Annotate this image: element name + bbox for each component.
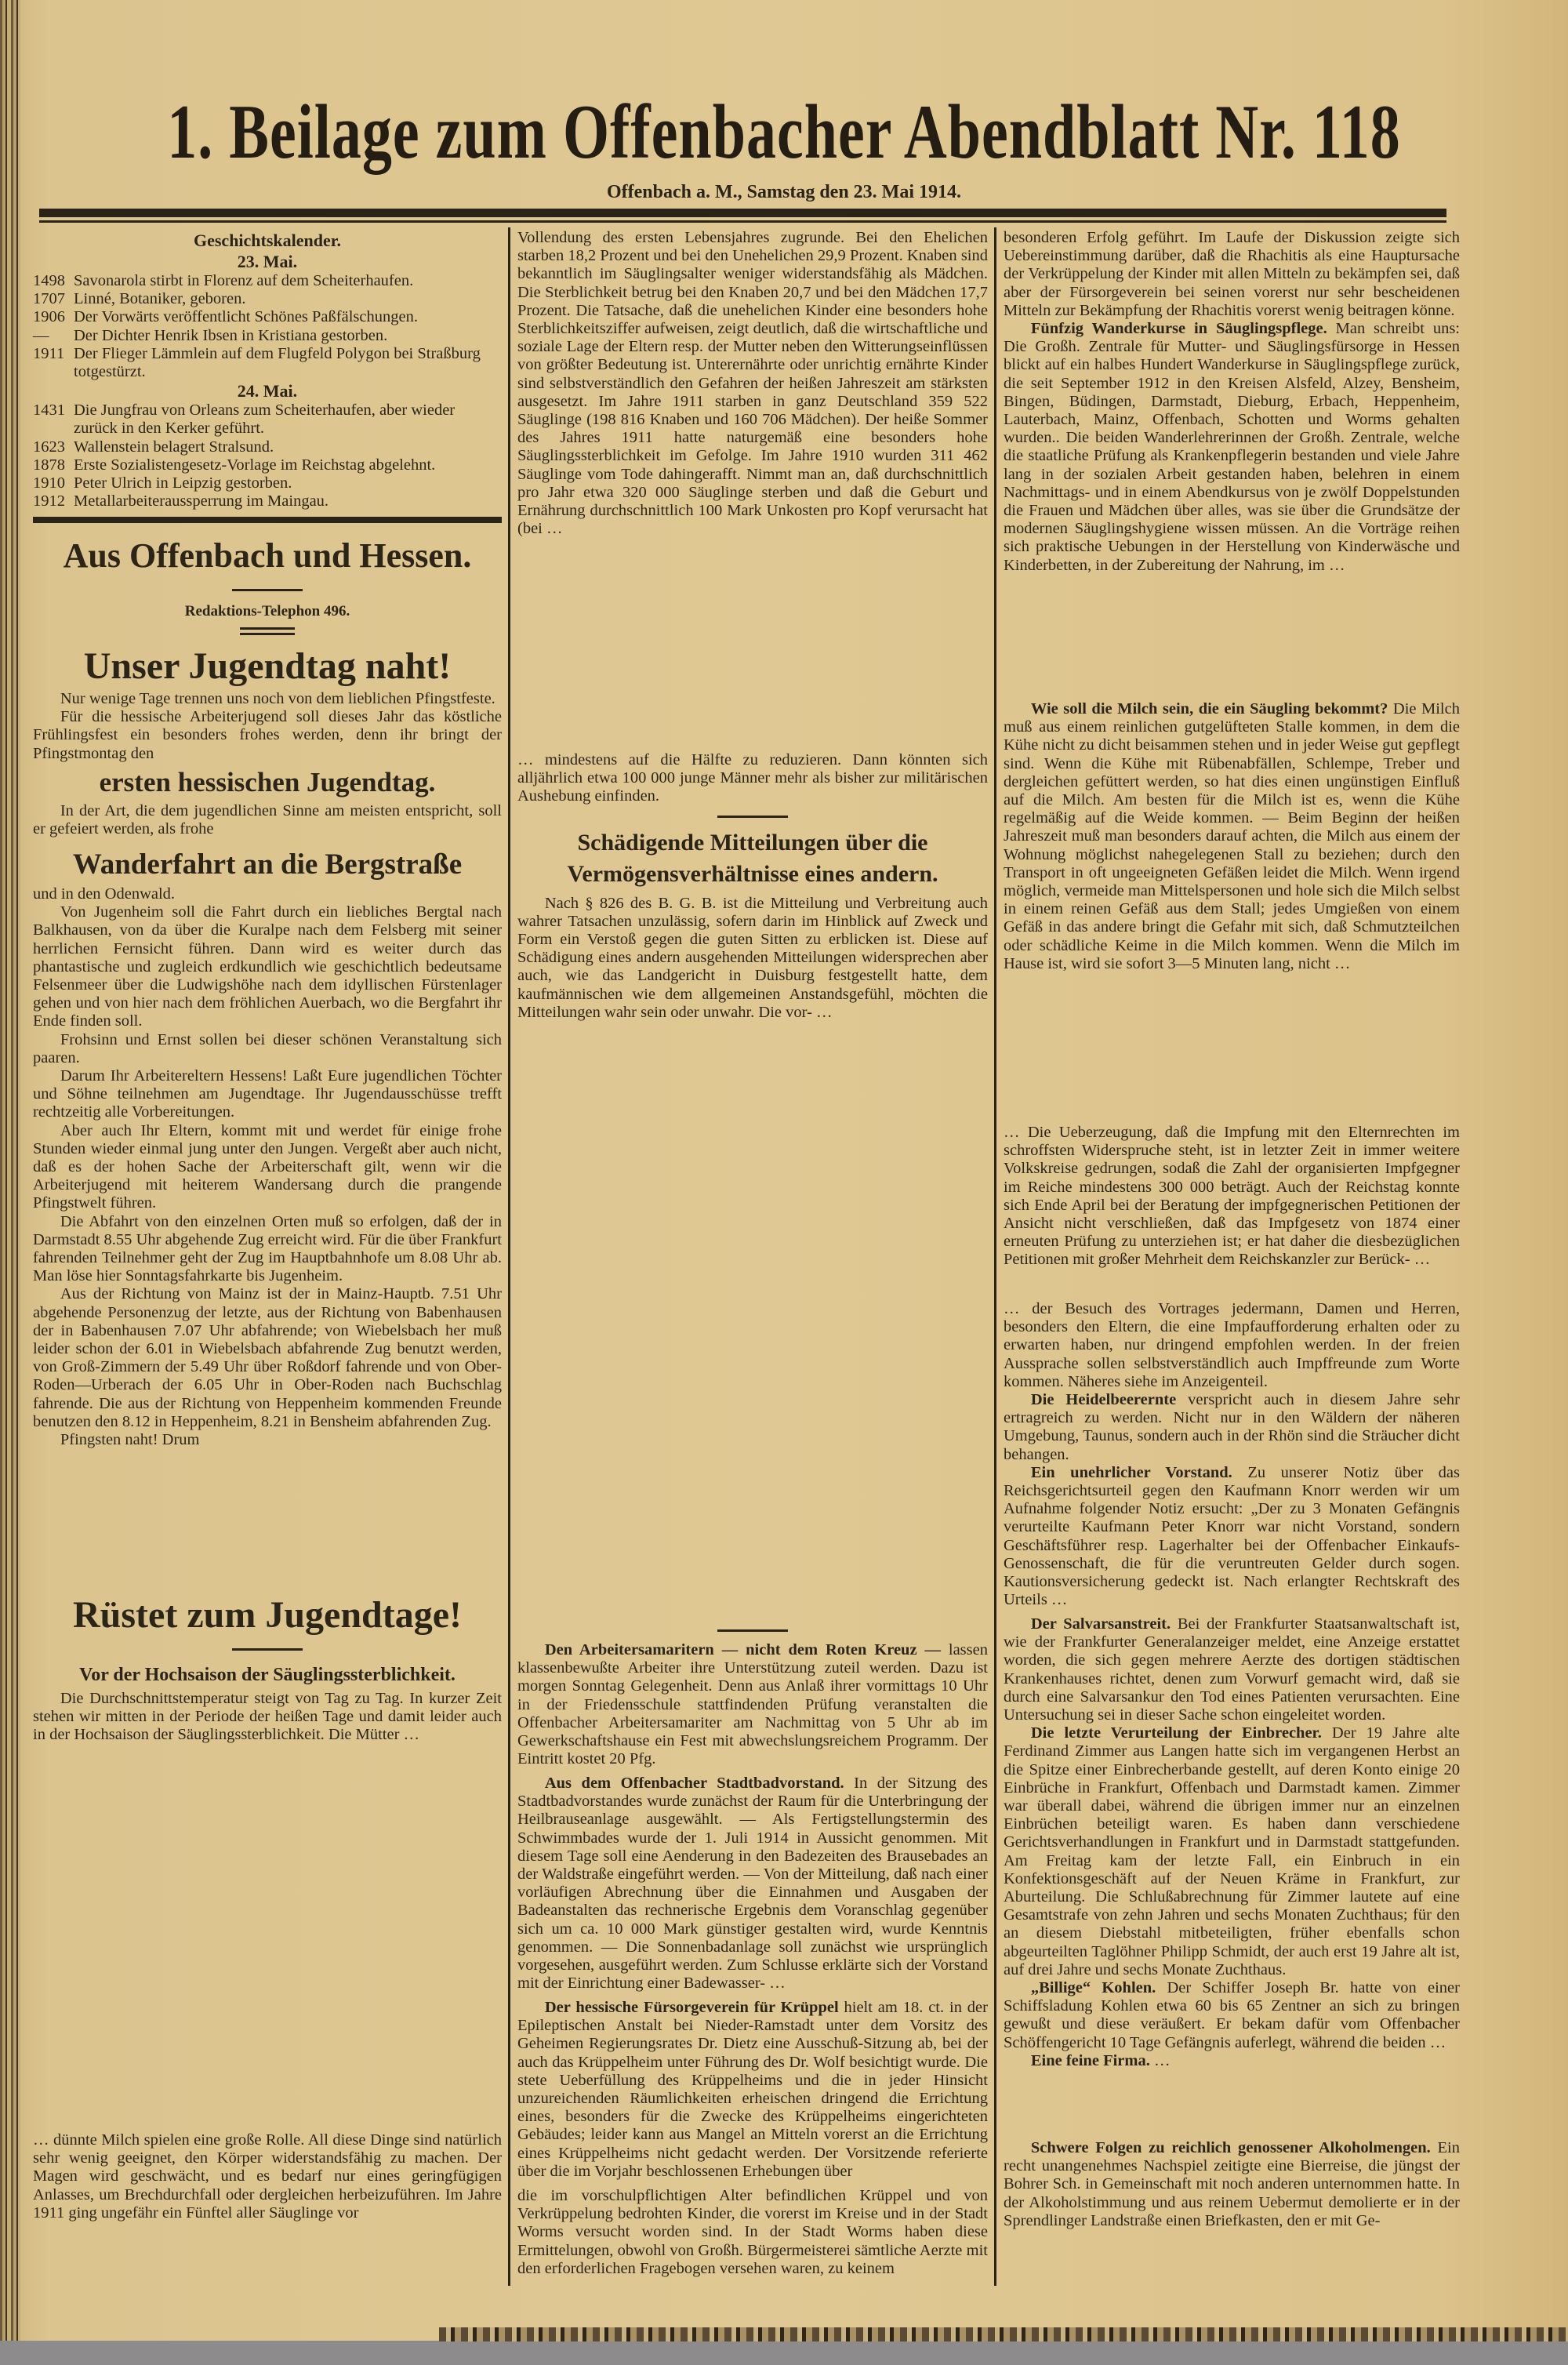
article-section — [517, 751, 988, 1022]
rule-divider — [33, 517, 502, 523]
paragraph-text: Der Schiffer Joseph Br. hatte von einer Schiffsladung Kohlen etwa 60 bis 65 Zentner an sich zu bringen gewußt und diese veräußert. Er bekam dafür vom Offenbacher Schöffengericht 10 Tage Gefängnis auferlegt, während die beiden … — [1004, 1979, 1460, 2051]
article-heading: Schädigende Mitteilungen über die Vermögensverhältnisse eines andern. — [567, 829, 938, 887]
binding-edge — [0, 0, 20, 2341]
calendar-year: 1623 — [33, 438, 65, 456]
paragraph: Pfingsten naht! Drum — [60, 1431, 200, 1449]
article-section — [517, 229, 988, 538]
paragraph-text: hielt am 18. ct. in der Epileptischen Anstalt bei Nieder-Ramstadt unter dem Vorsitz des Geheimen Regierungsrates Dr. Dietz eine Ausschuß-Sitzung ab, bei der auch das Krüppelheim unter Führung des Dr. Wolf besichtigt wurde. Die stete Ueberfüllung des Krüppelheims und die in jeder Hinsicht unzureichenden Räumlichkeiten erheischen dringend die Errichtung eines, besonders für die Zwecke des Krüppelheims eingerichteten Gebäudes; leider kann aus Mangel an Mitteln vorerst an die Errichtung eines Krüppelheims nicht gedacht werden. Der Vorsitzende referierte über die im Vorjahr beschlossenen Erhebungen über — [517, 1999, 988, 2180]
calendar-year: 1707 — [33, 290, 65, 308]
paragraph-text: Der 19 Jahre alte Ferdinand Zimmer aus Langen hatte sich im vergangenen Herbst an die Spitze einer Einbrecherbande gestellt, auf deren Konto einige 20 Einbrüche in Frankfurt, Offenbach und Darmstadt kamen. Zimmer war überall dabei, während die übrigen immer nur an einzelnen Einbrüchen beteiligt waren. Es haben dann verschiedene Gerichtsverhandlungen in Frankfurt und in Darmstadt stattgefunden. Am Freitag kam der letzte Fall, ein Einbruch in ein Konfektionsgeschäft auf der Neuen Kräme in Frankfurt, zur Aburteilung. Die Schlußabrechnung für Zimmer lautete auf eine Gesamtstrafe von zehn Jahren und sechs Monaten Zuchthaus; für den an diesem Diebstahl mitbeteiligten, früher ebenfalls schon abgeurteilten Taglöhner Philipp Schmidt, der auch erst 19 Jahre alt ist, auf drei Jahre und sechs Monate Zuchthaus. — [1004, 1724, 1461, 1978]
page-bottom-edge — [439, 2327, 1568, 2341]
paragraph: Nur wenige Tage trennen uns noch von dem lieblichen Pfingstfeste. — [60, 690, 495, 707]
calendar-event: Linné, Botaniker, geboren. — [74, 290, 246, 308]
article-section — [1004, 1300, 1460, 1609]
paragraph — [1004, 1464, 1460, 1610]
article-section — [517, 1620, 988, 1768]
paragraph-text: In der Sitzung des Stadtbadvorstandes wurde zunächst der Raum für die Unterbringung der Heilbrauseanlage ausgewählt. — Als Fertigstellungstermin des Schwimmbades wurde der 1. Juli 1914 in Aussicht genommen. Mit diesem Tage soll eine Aenderung in den Badezeiten des Brausebades an der Waldstraße eingeführt werden. — Von der Mitteilung, daß nach einer vorläufigen Abrechnung über die Einnahmen und Ausgaben der Badeanstalten das rechnerische Ergebnis dem Voranschlag gegenüber sich um ca. 10 000 Mark günstiger gestalten wird, wurde Kenntnis genommen. — Die Sonnenbadanlage soll zunächst wie ursprünglich vorgesehen, ausgeführt werden. Zum Schlusse erklärte sich der Vorstand mit der Einrichtung einer Badewasser- … — [517, 1775, 988, 1993]
calendar-entry — [33, 327, 502, 345]
calendar-event: Der Vorwärts veröffentlicht Schönes Paßfälschungen. — [74, 308, 418, 326]
calendar-year: 1498 — [33, 272, 65, 289]
run-in-heading: Aus dem Offenbacher Stadtbadvorstand. — [544, 1775, 844, 1792]
run-in-heading: Wie soll die Milch sein, die ein Säugling bekommt? — [1030, 700, 1388, 717]
article-section — [517, 1999, 988, 2181]
paragraph: Aber auch Ihr Eltern, kommt mit und werdet für einige frohe Stunden wieder einmal jung unter den Jungen. Vergeßt aber auch nicht, daß es der hohen Sache der Arbeiterschaft gilt, wenn wir die Arbeiterjugend mit heiterem Wandersang durch die prangende Pfingstwelt führen. — [33, 1121, 502, 1212]
run-in-heading: Eine feine Firma. — [1030, 2051, 1150, 2069]
paragraph — [1004, 2052, 1460, 2070]
paragraph-text: Ein recht unangenehmes Nachspiel zeitigte eine Bierreise, die jüngst der Bohrer Sch. in Gemeinschaft mit noch anderen unternommen hatte. In der Alkoholstimmung und aus reinem Uebermut demolierte er in der Sprendlinger Landstraße einen Briefkasten, den er mit Ge- — [1004, 2139, 1460, 2229]
paragraph-continued: … der Besuch des Vortrages jedermann, Damen und Herren, besonders den Eltern, die eine Impfaufforderung erhalten oder zu erwarten haben, nur dringend empfohlen werden. In der freien Aussprache sollen selbstverständlich auch Impffreunde zum Worte kommen. Näheres siehe im Anzeigenteil. — [1004, 1300, 1460, 1390]
calendar-event: Metallarbeiteraussperrung im Maingau. — [74, 492, 329, 510]
paragraph: Die Abfahrt von den einzelnen Orten muß so erfolgen, daß der in Darmstadt 8.55 Uhr abgehende Zug erreicht wird. Für die über Frankfurt fahrenden Teilnehmer geht der Zug im Hauptbahnhofe um 8.08 Uhr ab. Man löse hier Sonntagsfahrkarte bis Jugenheim. — [33, 1212, 502, 1285]
paragraph-continued: … dünnte Milch spielen eine große Rolle. All diese Dinge sind natürlich sehr wenig geeignet, den Körper widerstandsfähig zu machen. Der Magen wird geschwächt, und es bedarf nur eines geringfügigen Anlasses, um Brechdurchfall oder dergleichen herbeizuführen. Im Jahre 1911 ging ungefähr ein Fünftel aller Säuglinge vor — [33, 2131, 502, 2222]
ornament-divider — [240, 627, 295, 635]
paragraph — [1004, 1724, 1460, 1979]
rule-divider — [232, 589, 303, 591]
headline: Wanderfahrt an die Bergstraße — [72, 848, 463, 881]
article-section — [1004, 2139, 1460, 2230]
paragraph — [517, 1641, 988, 1768]
rule-divider — [717, 816, 788, 818]
article-section — [1004, 1124, 1460, 1270]
paragraph: Nach § 826 des B. G. B. ist die Mitteilung und Verbreitung auch wahrer Tatsachen unzulässig, sofern darin im Hinblick auf Zweck und Form ein Verstoß gegen die guten Sitten zu erblicken ist. Diese auf Schädigung eines andern ausgehenden Mitteilungen widersprechen aber auch, wie das Landgericht in Duisburg festgestellt hatte, dem kaufmännischen wie dem allgemeinen Anstandsgefühl, möchten die Mitteilungen wahr sein oder unwahr. Die vor- … — [517, 894, 988, 1021]
paragraph — [1004, 1615, 1460, 1724]
calendar-year: 1912 — [33, 492, 65, 510]
paragraph: Darum Ihr Arbeitereltern Hessens! Laßt Eure jugendlichen Töchter und Söhne teilnehmen am Jugendtage. Ihr Jugendausschüsse trefft rechtzeitig alle Vorbereitungen. — [33, 1067, 502, 1121]
editorial-phone: Redaktions-Telephon 496. — [184, 603, 350, 619]
calendar-entry — [33, 401, 502, 438]
article-section — [1004, 1615, 1460, 2070]
column-divider — [994, 227, 996, 2286]
calendar-date: 23. Mai. — [237, 252, 298, 271]
run-in-heading: Fünfzig Wanderkurse in Säuglingspflege. — [1030, 320, 1327, 338]
calendar-year: 1906 — [33, 308, 65, 326]
paragraph — [517, 1999, 988, 2181]
paragraph — [1004, 700, 1460, 973]
calendar-title: Geschichtskalender. — [193, 231, 342, 250]
paragraph — [1004, 1979, 1460, 2052]
article-section — [517, 2187, 988, 2278]
paragraph — [1004, 2139, 1460, 2230]
paragraph-continued: … Die Ueberzeugung, daß die Impfung mit den Elternrechten im schroffsten Widerspruche steht, ist in letzter Zeit in immer weitere Volkskreise gedrungen, sodaß die Zahl der organisierten Impfgegner im Reiche mindestens 300 000 beträgt. Auch der Reichstag konnte sich Ende April bei der Beratung der impfgegnerischen Petitionen der Ansicht nicht verschließen, daß das Impfgesetz von 1874 einer erneuten Prüfung zu unterziehen ist; er hat daher die diesbezüglichen Petitionen mit großer Mehrheit dem Reichskanzler zur Berück- … — [1004, 1124, 1460, 1269]
rule-divider — [232, 1648, 303, 1651]
headline: Unser Jugendtag naht! — [83, 645, 452, 687]
calendar-event: Savonarola stirbt in Florenz auf dem Scheiterhaufen. — [74, 272, 414, 289]
calendar-year: 1910 — [33, 474, 65, 492]
paragraph: Für die hessische Arbeiterjugend soll dieses Jahr das köstliche Frühlingsfest ein besonders frohes werden, denn ihr bringt der Pfingstmontag den — [33, 708, 502, 762]
paragraph — [517, 1775, 988, 1993]
paragraph: Aus der Richtung von Mainz ist der in Mainz-Hauptb. 7.51 Uhr abgehende Personenzug der letzte, aus der Richtung von Babenhausen der in Babenhausen 7.07 Uhr abfahrende; von Wiebelsbach her muß leider schon der 6.01 in Wiebelsbach abfahrende Zug benutzt werden, von Groß-Zimmern der 5.49 Uhr über Roßdorf fahrende und von Ober-Roden—Urberach der 6.05 Uhr in Ober-Roden nach Buchschlag fahrende. Die aus der Richtung von Heppenheim kommenden Freunde benutzen den 8.12 in Heppenheim, 8.21 in Bensheim abfahrenden Zug. — [33, 1285, 502, 1430]
masthead-rule-thin — [39, 220, 1446, 223]
masthead-dateline: Offenbach a. M., Samstag den 23. Mai 1914. — [607, 182, 961, 202]
paragraph — [1004, 1391, 1460, 1464]
section-heading: Aus Offenbach und Hessen. — [63, 536, 472, 575]
calendar-event: Peter Ulrich in Leipzig gestorben. — [74, 474, 292, 492]
column-divider — [508, 227, 510, 2286]
paragraph-continued: die im vorschulpflichtigen Alter befindlichen Krüppel und von Verkrüppelung bedrohten Kinder, die vorerst im Kreise und in der Stadt Worms versucht worden sind. In der Stadt Worms haben diese Ermittelungen, obwohl von Großh. Bürgermeisterei sämtliche Aerzte mit den erforderlichen Fragebogen versehen waren, zu keinem — [517, 2187, 988, 2277]
article-heading: Vor der Hochsaison der Säuglingssterblichkeit. — [79, 1665, 456, 1685]
run-in-heading: Ein unehrlicher Vorstand. — [1030, 1463, 1232, 1481]
calendar-event: Der Dichter Henrik Ibsen in Kristiana gestorben. — [74, 326, 388, 344]
paragraph-continued: und in den Odenwald. — [33, 885, 176, 903]
calendar-year: 1878 — [33, 456, 65, 474]
calendar-entry — [33, 290, 502, 308]
paragraph: Von Jugenheim soll die Fahrt durch ein liebliches Bergtal nach Balkhausen, von da über die Kuralpe nach dem Felsberg mit seiner herrlichen Fernsicht führen. Dann wird es weiter durch das phantastische und zugleich erdkundlich wie geschichtlich bedeutsame Felsenmeer über die Ludwigshöhe nach dem idyllischen Fürstenlager gehen und von hier nach dem fröhlichen Auerbach, wo die Bergfahrt ihr Ende finden soll. — [33, 903, 502, 1030]
paragraph-text: Man schreibt uns: Die Großh. Zentrale für Mutter- und Säuglingsfürsorge in Hessen blickt auf ein halbes Hundert Wanderkurse in Säuglingspflege zurück, die seit September 1912 in den Kreisen Alsfeld, Alzey, Bensheim, Bingen, Büdingen, Darmstadt, Dieburg, Erbach, Heppenheim, Lauterbach, Mainz, Offenbach, Schotten und Worms gehalten wurden.. Die beiden Wanderlehrerinnen der Großh. Zentrale, welche die staatliche Prüfung als Krankenpflegerin bestanden und viele Jahre lang in der sozialen Arbeit gestanden haben, belehren in einem Nachmittags- und in einem Abendkursus von je zwölf Doppelstunden die Frauen und Mädchen über alles, was sie über die Grundsätze der modernen Säuglingshygiene wissen müssen. An die Vorträge reihen sich praktische Uebungen in der Herstellung von Kinderwäsche und Kinderbetten, in der Zubereitung der Nahrung, im … — [1004, 320, 1460, 574]
calendar-entry — [33, 308, 502, 326]
calendar-year: 1911 — [33, 344, 65, 362]
masthead-title: 1. Beilage zum Offenbacher Abendblatt Nr. 118 — [167, 89, 1401, 176]
paragraph — [1004, 320, 1460, 575]
run-in-heading: „Billige“ Kohlen. — [1030, 1979, 1156, 1997]
paragraph-text: verspricht auch in diesem Jahre sehr ertragreich zu werden. Nicht nur in den Wäldern der näheren Umgebung, Taunus, sondern auch in der Rhön sind die Sträucher dicht behangen. — [1004, 1391, 1460, 1463]
article-section — [33, 1592, 502, 1745]
calendar-date: 24. Mai. — [237, 381, 298, 401]
calendar-event: Erste Sozialistengesetz-Vorlage im Reichstag abgelehnt. — [74, 456, 436, 474]
article-section — [33, 517, 502, 838]
rule-divider — [717, 1629, 788, 1632]
run-in-heading: Schwere Folgen zu reichlich genossener Alkoholmengen. — [1030, 2139, 1431, 2156]
paragraph-continued: Vollendung des ersten Lebensjahres zugrunde. Bei den Ehelichen starben 18,2 Prozent und bei den Unehelichen 29,9 Prozent. Knaben sind bekanntlich im Säuglingsalter weniger widerstandsfähig als Mädchen. Die Sterblichkeit betrug bei den Knaben 20,7 und bei den Mädchen 17,7 Prozent. Die Tatsache, daß die unehelichen Kinder eine besonders hohe Sterblichkeitsziffer aufweisen, zeigt deutlich, daß die wirtschaftliche und soziale Lage der Eltern resp. der Mutter neben den Witterungseinflüssen von größter Bedeutung ist. Unterernährte oder unrichtig ernährte Kinder sind selbstverständlich den Gefahren der heißen Jahreszeit am stärksten ausgesetzt. Im Jahre 1911 starben in ganz Deutschland 359 522 Säuglinge (198 816 Knaben und 160 706 Mädchen). Der heiße Sommer des Jahres 1911 hatte naturgemäß eine besonders hohe Säuglingssterblichkeit im Gefolge. Im Jahre 1910 wurden 311 462 Säuglinge vom Tode dahingerafft. Nimmt man an, daß durchschnittlich pro Jahr etwa 320 000 Säuglinge sterben und daß die Geburt und Ernährung durchschnittlich 100 Mark Unkosten pro Kopf verursacht hat (bei … — [517, 229, 988, 538]
paragraph-continued: besonderen Erfolg geführt. Im Laufe der Diskussion zeigte sich Uebereinstimmung darüber, daß die Rhachitis als eine Hauptursache der Verkrüppelung der Kinder mit allen Mitteln zu bekämpfen sei, daß aber der Fürsorgeverein bei seinen vorerst nur sehr bescheidenen Mitteln zur Bekämpfung der Rhachitis vorerst wenig beitragen könne. — [1004, 229, 1460, 319]
paragraph-text: Die Milch muß aus einem reinlichen gutgelüfteten Stalle kommen, in dem die Kühe nicht zu dicht beisammen stehen und in jeder Weise gut gepflegt sind. Wenn die Kühe mit Rübenabfällen, Schlempe, Treber und dergleichen gefüttert werden, so hat dies einen ungünstigen Einfluß auf die Milch. Am besten für die Milch ist es, wenn die Kühe regelmäßig auf die Weide kommen. — Beim Beginn der heißen Jahreszeit muß man besonders darauf achten, die Milch aus einem der Wohnung möglichst nahegelegenen Stall zu beziehen; durch den Transport in oft ungeeigneten Gefäßen leidet die Milch. Wenn irgend möglich, vermeide man Mittelspersonen und hole sich die Milch selbst in einem reinen Gefäß aus dem Stall; jedes Umgießen von einem Gefäß in das andere bringt die Gefahr mit sich, daß Schmutzteilchen oder schädliche Keime in die Milch kommen. Wenn die Milch im Hause ist, wird sie sofort 3—5 Minuten lang, nicht … — [1004, 700, 1460, 972]
run-in-heading: Der hessische Fürsorgeverein für Krüppel — [544, 1999, 839, 2016]
article-section — [33, 2131, 502, 2222]
run-in-heading: Die Heidelbeerernte — [1030, 1391, 1177, 1409]
masthead-rule — [39, 209, 1446, 217]
article-section — [1004, 700, 1460, 973]
calendar-entry — [33, 492, 502, 510]
paragraph-text: lassen klassenbewußte Arbeiter ihre Unterstützung zuteil werden. Dazu ist morgen Sonntag Gelegenheit. Denn aus Anlaß ihrer vormittags 10 Uhr in der Friedensschule stattfindenden Prüfung veranstalten die Offenbacher Arbeitersamariter am Nachmittag von 5 Uhr ab im Gewerkschaftshause ein Fest mit abwechslungsreichem Programm. Der Eintritt kostet 20 Pfg. — [517, 1641, 988, 1768]
calendar-event: Wallenstein belagert Stralsund. — [74, 438, 274, 456]
run-in-heading: Die letzte Verurteilung der Einbrecher. — [1030, 1724, 1322, 1742]
article-section — [1004, 229, 1460, 575]
headline: Rüstet zum Jugendtage! — [73, 1594, 462, 1636]
article-section — [33, 845, 502, 1449]
article-section — [33, 230, 502, 510]
calendar-entry — [33, 272, 502, 290]
calendar-year: — — [33, 326, 49, 344]
paragraph: In der Art, die dem jugendlichen Sinne am meisten entspricht, soll er gefeiert werden, als frohe — [33, 801, 502, 838]
article-section — [517, 1775, 988, 1993]
calendar-entry — [33, 438, 502, 456]
calendar-year: 1431 — [33, 401, 65, 420]
paragraph-text: … — [1149, 2051, 1171, 2069]
paragraph-continued: … mindestens auf die Hälfte zu reduzieren. Dann könnten sich alljährlich etwa 100 000 junge Männer mehr als bisher zur militärischen Aushebung einfinden. — [517, 751, 988, 805]
run-in-heading: Der Salvarsanstreit. — [1030, 1615, 1171, 1633]
paragraph-text: Zu unserer Notiz über das Reichsgerichtsurteil gegen den Kaufmann Knorr werden wir um Aufnahme folgender Notiz ersucht: „Der zu 3 Monaten Gefängnis verurteilte Kaufmann Peter Knorr war nicht Vorstand, sondern Geschäftsführer resp. Lagerhalter bei der Offenbacher Einkaufs-Genossenschaft, die für die veruntreuten Gelder durch sogen. Kautionsversicherung gedeckt ist. Nach erlangter Rechtskraft des Urteils … — [1004, 1463, 1460, 1609]
paragraph: Die Durchschnittstemperatur steigt von Tag zu Tag. In kurzer Zeit stehen wir mitten in der Periode der heißen Tage und damit leider auch in der Hochsaison der Säuglingssterblichkeit. Die Mütter … — [33, 1690, 502, 1744]
calendar-event: Der Flieger Lämmlein auf dem Flugfeld Polygon bei Straßburg totgestürzt. — [74, 344, 481, 381]
run-in-heading: Den Arbeitersamaritern — nicht dem Roten Kreuz — — [544, 1641, 941, 1658]
calendar-event: Die Jungfrau von Orleans zum Scheiterhaufen, aber wieder zurück in den Kerker geführt. — [74, 401, 456, 438]
headline: ersten hessischen Jugendtag. — [99, 766, 436, 797]
calendar-entry — [33, 345, 502, 381]
paragraph-text: Bei der Frankfurter Staatsanwaltschaft ist, wie der Frankfurter Generalanzeiger meldet, eine Anzeige erstattet worden, die sich gegen mehrere Aerzte des dortigen städtischen Krankenhauses richtet, denen zum Vorwurf gemacht wird, daß sie durch eine Salvarsankur den Tod eines Patienten verursachten. Eine Untersuchung sei in dieser Sache schon eingeleitet worden. — [1004, 1615, 1460, 1724]
calendar-entry — [33, 474, 502, 492]
calendar-entry — [33, 456, 502, 474]
paragraph: Frohsinn und Ernst sollen bei dieser schönen Veranstaltung sich paaren. — [33, 1030, 502, 1066]
